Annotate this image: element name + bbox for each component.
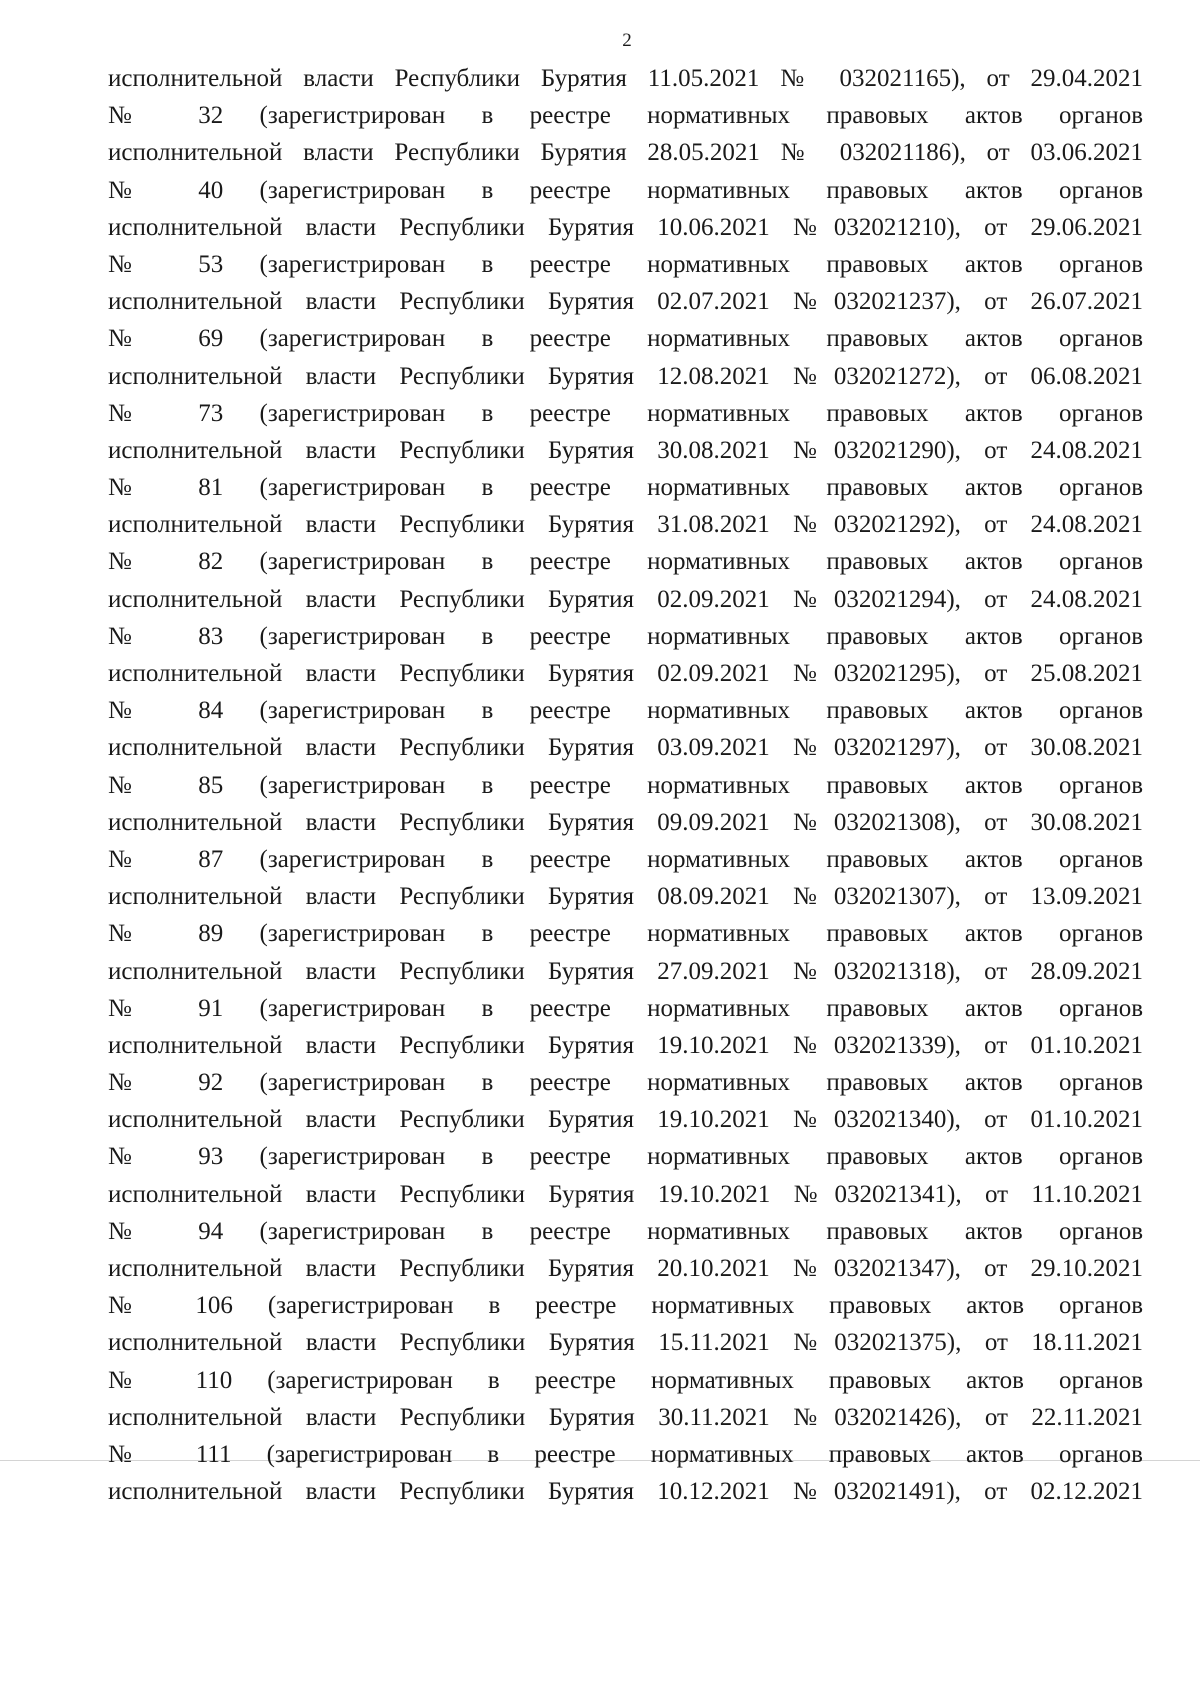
text-line: № 93 (зарегистрирован в реестре нормативных правовых актов органов (108, 1143, 1143, 1171)
text-line: исполнительной власти Республики Бурятия 30.11.2021 №032021426), от 22.11.2021 (108, 1403, 1143, 1431)
text-line: исполнительной власти Республики Бурятия 20.10.2021 №032021347), от 29.10.2021 (108, 1255, 1143, 1282)
text-line: исполнительной власти Республики Бурятия 19.10.2021 №032021340), от 01.10.2021 (108, 1106, 1143, 1134)
text-line: исполнительной власти Республики Бурятия 15.11.2021 №032021375), от 18.11.2021 (108, 1329, 1143, 1357)
text-line: исполнительной власти Республики Бурятия 19.10.2021 №032021339), от 01.10.2021 (108, 1031, 1143, 1059)
text-line: исполнительной власти Республики Бурятия 11.05.2021 № 032021165), от 29.04.2021 (108, 65, 1143, 92)
text-line: № 94 (зарегистрирован в реестре нормативных правовых актов органов (108, 1217, 1143, 1245)
text-line: исполнительной власти Республики Бурятия 09.09.2021 №032021308), от 30.08.2021 (108, 808, 1143, 836)
text-line: исполнительной власти Республики Бурятия 08.09.2021 №032021307), от 13.09.2021 (108, 883, 1143, 911)
text-line: № 81 (зарегистрирован в реестре нормативных правовых актов органов (108, 474, 1143, 502)
body-text (108, 60, 1143, 1510)
text-line: исполнительной власти Республики Бурятия 10.12.2021 №032021491), от 02.12.2021 (108, 1478, 1143, 1506)
text-line: исполнительной власти Республики Бурятия 27.09.2021 №032021318), от 28.09.2021 (108, 957, 1143, 985)
text-line: № 53 (зарегистрирован в реестре нормативных правовых актов органов (108, 250, 1143, 278)
text-line: исполнительной власти Республики Бурятия 10.06.2021 №032021210), от 29.06.2021 (108, 213, 1143, 241)
text-line: исполнительной власти Республики Бурятия 02.09.2021 №032021295), от 25.08.2021 (108, 660, 1143, 687)
text-line: исполнительной власти Республики Бурятия 28.05.2021 № 032021186), от 03.06.2021 (108, 139, 1143, 167)
text-line: № 91 (зарегистрирован в реестре нормативных правовых актов органов (108, 994, 1143, 1022)
text-line: № 111 (зарегистрирован в реестре нормативных правовых актов органов (108, 1440, 1143, 1468)
text-line: № 84 (зарегистрирован в реестре нормативных правовых актов органов (108, 697, 1143, 725)
text-line: № 87 (зарегистрирован в реестре нормативных правовых актов органов (108, 845, 1143, 873)
text-line: № 32 (зарегистрирован в реестре нормативных правовых актов органов (108, 102, 1143, 130)
text-line: № 40 (зарегистрирован в реестре нормативных правовых актов органов (108, 176, 1143, 204)
text-line: исполнительной власти Республики Бурятия 31.08.2021 №032021292), от 24.08.2021 (108, 511, 1143, 539)
text-line: № 92 (зарегистрирован в реестре нормативных правовых актов органов (108, 1069, 1143, 1097)
text-line: № 85 (зарегистрирован в реестре нормативных правовых актов органов (108, 771, 1143, 799)
text-line: № 69 (зарегистрирован в реестре нормативных правовых актов органов (108, 325, 1143, 353)
text-line: № 89 (зарегистрирован в реестре нормативных правовых актов органов (108, 920, 1143, 948)
text-line: исполнительной власти Республики Бурятия 30.08.2021 №032021290), от 24.08.2021 (108, 436, 1143, 464)
text-line: № 110 (зарегистрирован в реестре нормативных правовых актов органов (108, 1366, 1143, 1394)
text-line: № 83 (зарегистрирован в реестре нормативных правовых актов органов (108, 622, 1143, 650)
text-line: исполнительной власти Республики Бурятия 02.07.2021 №032021237), от 26.07.2021 (108, 288, 1143, 316)
page-number: 2 (622, 30, 632, 51)
text-line: исполнительной власти Республики Бурятия 02.09.2021 №032021294), от 24.08.2021 (108, 585, 1143, 613)
text-line: № 73 (зарегистрирован в реестре нормативных правовых актов органов (108, 399, 1143, 427)
text-line: исполнительной власти Республики Бурятия 03.09.2021 №032021297), от 30.08.2021 (108, 734, 1143, 762)
text-line: № 106 (зарегистрирован в реестре нормативных правовых актов органов (108, 1292, 1143, 1320)
text-line: исполнительной власти Республики Бурятия 12.08.2021 №032021272), от 06.08.2021 (108, 362, 1143, 390)
text-line: исполнительной власти Республики Бурятия 19.10.2021 №032021341), от 11.10.2021 (108, 1180, 1143, 1208)
text-line: № 82 (зарегистрирован в реестре нормативных правовых актов органов (108, 548, 1143, 576)
